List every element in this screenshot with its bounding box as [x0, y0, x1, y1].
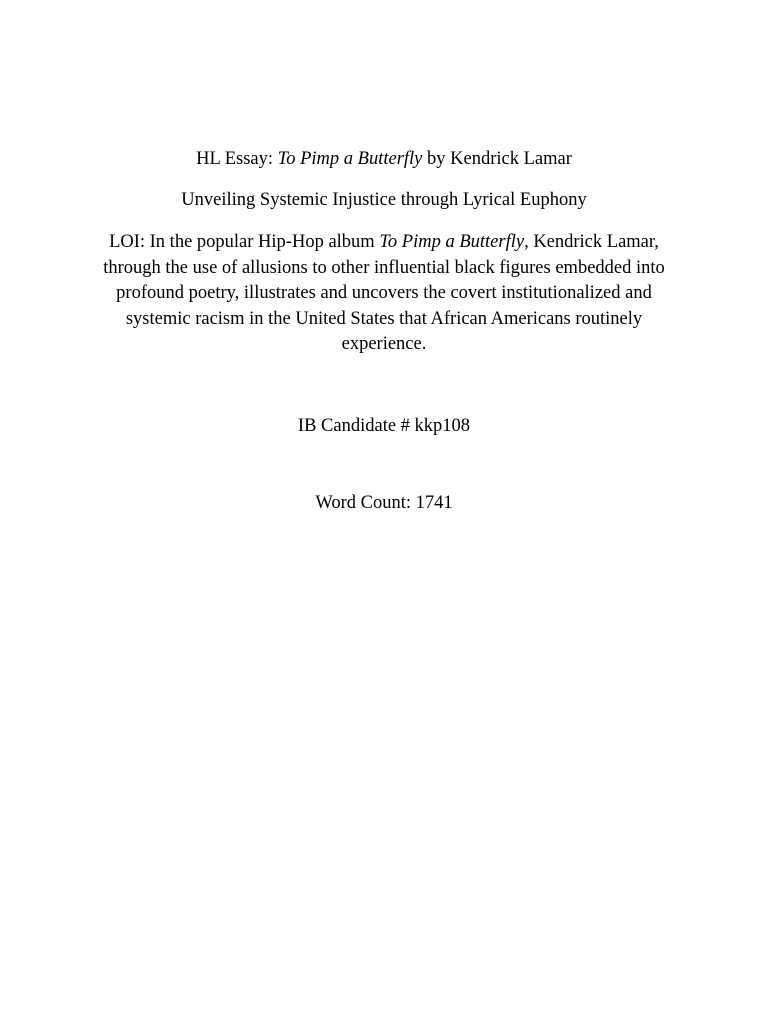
loi-prefix: LOI: In the popular Hip-Hop album	[109, 232, 380, 252]
candidate-number: IB Candidate # kkp108	[297, 416, 471, 436]
word-count: Word Count: 1741	[315, 493, 453, 513]
line-of-inquiry	[84, 230, 684, 358]
essay-title	[0, 147, 768, 173]
title-work: To Pimp a Butterfly	[277, 149, 423, 169]
loi-work: To Pimp a Butterfly	[379, 232, 525, 252]
essay-subtitle: Unveiling Systemic Injustice through Lyrical Euphony	[181, 190, 587, 210]
title-prefix: HL Essay:	[196, 149, 278, 169]
title-suffix: by Kendrick Lamar	[422, 149, 572, 169]
loi-suffix: , Kendrick Lamar, through the use of allusions to other influential black figures embedded into profound poetry, illustrates and uncovers the covert institutionalized and systemic racism in the United States that African Americans routinely experience.	[103, 232, 665, 354]
